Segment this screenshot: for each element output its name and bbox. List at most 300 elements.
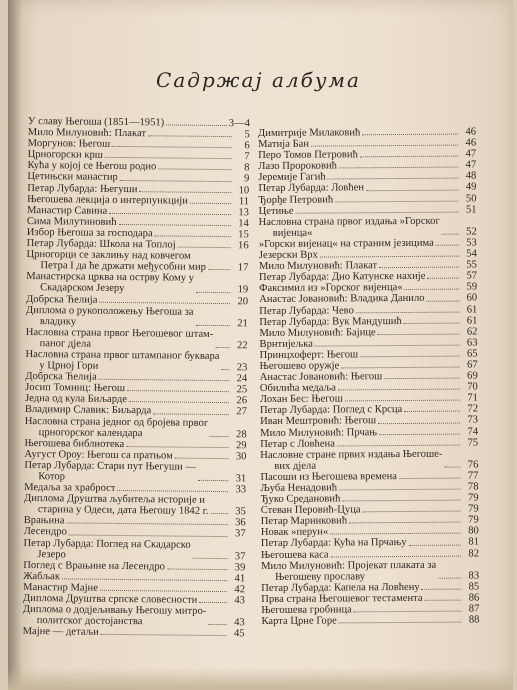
toc-entry-title-line: владику <box>39 315 77 328</box>
dot-leader <box>100 590 227 592</box>
toc-entry-title-line: Лесендро <box>23 526 67 538</box>
toc-entry-page-number: 71 <box>467 392 478 404</box>
toc-entry-title-line: Петар с Ловћена <box>260 438 335 450</box>
toc-entry-title <box>261 593 422 605</box>
toc-entry-title-line: Диплома Друштва љубитеља историје и <box>23 493 206 507</box>
toc-entry-title-line: Јеремије Гагић <box>258 171 326 184</box>
toc-entry-page-number: 85 <box>468 581 480 593</box>
toc-entry-title-line: Стеван Перовић-Цуца <box>260 504 361 517</box>
dot-leader <box>356 311 459 313</box>
toc-entry-title-line: Петар Лубарда: Школа на Топлој <box>26 238 176 251</box>
toc-entry-title <box>259 205 294 216</box>
page-bottom-shadow <box>8 668 513 690</box>
dot-leader <box>330 533 461 535</box>
toc-entry-title-line: Аугуст Ороу: Његош са пратњом <box>24 448 173 462</box>
toc-entry-title-line: вих дјела <box>274 460 317 472</box>
dot-leader <box>339 489 460 491</box>
toc-entry-title <box>261 549 329 561</box>
toc-entry-page-number: 62 <box>466 326 478 338</box>
dot-leader <box>105 157 232 159</box>
toc-entry-page-number: 87 <box>468 603 480 615</box>
toc-entry <box>25 416 247 441</box>
toc-entry-title <box>258 172 325 184</box>
toc-entry-title-line: Цетиње <box>258 205 294 217</box>
toc-entry-title-line: Манастирска црква на острву Кому у <box>26 271 195 285</box>
toc-entry-page-number: 83 <box>468 570 480 582</box>
toc-entry-title <box>261 604 352 616</box>
toc-entry <box>25 349 247 374</box>
dot-leader <box>69 534 228 537</box>
dot-leader <box>409 544 461 545</box>
toc-entry <box>261 615 479 628</box>
toc-entry-title-line: Петар Маринковић <box>260 515 348 528</box>
toc-entry-page-number: 57 <box>466 270 478 282</box>
toc-entry-page-number: 79 <box>467 492 479 504</box>
toc-entry-page-number: 73 <box>467 414 479 426</box>
toc-entry-title <box>260 416 376 428</box>
toc-entry-title-line: Кућа у којој се Његош родио <box>27 160 157 173</box>
dot-leader <box>345 400 460 402</box>
toc-entry-page-number: 8 <box>244 162 250 174</box>
toc-entry-title <box>259 316 401 328</box>
dot-leader <box>166 125 227 127</box>
toc-right-column <box>258 126 479 627</box>
toc-entry-title-line: Добрска Ћелија <box>25 371 97 383</box>
toc-entry-title <box>260 471 397 483</box>
toc-entry-page-number: 76 <box>467 459 479 471</box>
dot-leader <box>405 289 460 290</box>
toc-entry-title-line: Његошево оружје <box>259 360 340 372</box>
toc-entry-page-number: 61 <box>466 315 478 327</box>
toc-entry-title <box>258 194 333 206</box>
toc-entry-page-number: 86 <box>468 592 480 604</box>
toc-entry-page-number: 31 <box>235 473 247 485</box>
toc-entry-title-line: Петар Лубарда: Поглед с Крсца <box>259 404 403 417</box>
toc-entry-page-number: 59 <box>466 281 478 293</box>
toc-entry-title-line: Жабљак <box>23 570 61 583</box>
toc-entry-page-number: 80 <box>468 525 479 537</box>
toc-entry-title <box>260 383 336 395</box>
dot-leader <box>199 602 227 603</box>
toc-entry-title <box>261 494 341 506</box>
dot-leader <box>190 202 231 203</box>
toc-entry-page-number: 21 <box>237 317 248 330</box>
toc-entry-page-number: 14 <box>238 218 249 230</box>
dot-leader <box>198 480 228 481</box>
toc-entry-page-number: 26 <box>236 395 248 407</box>
toc-entry-page-number: 33 <box>235 484 247 496</box>
dot-leader <box>425 600 462 601</box>
toc-entry-title <box>259 260 377 272</box>
dot-leader <box>362 134 458 136</box>
toc-entry-title-line: Петар Лубарда: Капела на Ловћену <box>261 581 420 594</box>
toc-entry-page-number: 3—4 <box>228 118 250 130</box>
toc-entry-page-number: 74 <box>467 426 479 438</box>
dot-leader <box>442 234 459 235</box>
dot-leader <box>360 356 459 358</box>
toc-entry-title-line: Лазо Пророковић <box>258 160 337 173</box>
toc-entry-page-number: 67 <box>467 359 478 371</box>
toc-entry-title <box>261 516 347 528</box>
toc-entry-title-line: Факсимил из »Горског вијенца« <box>259 282 403 295</box>
toc-entry-page-number: 54 <box>466 248 477 260</box>
toc-entry <box>26 305 248 330</box>
toc-entry-page-number: 79 <box>468 514 479 526</box>
page-title: Садржај албума <box>156 68 361 92</box>
dot-leader <box>341 367 459 369</box>
toc-entry-title-line: Избор Његоша за господара <box>26 226 153 240</box>
toc-entry-title-line: Димитрије Милаковић <box>258 127 361 139</box>
toc-entry-title <box>261 559 436 582</box>
dot-leader <box>208 269 230 270</box>
dot-leader <box>175 457 229 459</box>
toc-entry-title <box>259 293 424 305</box>
toc-entry-title <box>259 250 318 262</box>
toc-entry-page-number: 75 <box>467 437 479 449</box>
toc-entry-title <box>23 571 60 582</box>
toc-entry-title <box>260 482 337 494</box>
toc-entry-title-line: Диплома о додјељивању Његошу митро- <box>22 604 207 618</box>
toc-entry-title-line: Црногорци се заклињу над ковчегом <box>26 249 191 262</box>
toc-entry-title <box>258 183 364 195</box>
toc-entry-title-line: Језеро <box>37 548 66 561</box>
toc-entry-page-number: 16 <box>238 240 249 252</box>
dot-leader <box>195 325 229 326</box>
toc-entry-page-number: 43 <box>234 617 245 629</box>
toc-entry-title <box>259 305 354 317</box>
toc-entry-title <box>259 238 434 250</box>
toc-entry-title-line: Петар Лубарда: Стари пут Његуши — <box>24 459 197 473</box>
toc-entry-title-line: Ђуко Средановић <box>260 493 341 506</box>
toc-entry-title-line: Насловна страна првог издања »Горског <box>258 215 440 228</box>
toc-entry-page-number: 47 <box>465 159 477 171</box>
toc-entry-page-number: 47 <box>465 148 477 160</box>
dot-leader <box>101 634 227 636</box>
toc-entry-title-line: Врнтијељка <box>259 338 313 350</box>
toc-entry-title-line: Анастас Јовановић: Владика Данило <box>259 293 425 306</box>
toc-entry-page-number: 43 <box>234 595 245 607</box>
toc-entry-title-line: Ђорђе Петровић <box>258 194 334 206</box>
dot-leader <box>354 611 462 613</box>
toc-entry-page-number: 70 <box>467 381 478 393</box>
toc-entry-title <box>25 349 219 373</box>
toc-entry-title <box>258 161 337 173</box>
toc-entry-title-line: Манастир Мајне <box>23 581 99 594</box>
toc-entry-title <box>260 371 383 383</box>
toc-entry-title <box>26 249 206 273</box>
toc-entry <box>23 538 245 563</box>
toc-entry-page-number: 49 <box>465 181 477 194</box>
toc-entry-title-line: У славу Његоша (1851—1951) <box>27 116 165 129</box>
dot-leader <box>62 578 227 581</box>
toc-entry-title-line: Језерски Врх <box>258 249 318 262</box>
toc-entry-title-line: Добрска Ћелија <box>26 293 98 306</box>
toc-entry-page-number: 46 <box>465 126 477 138</box>
dot-leader <box>422 589 462 590</box>
toc-entry-title-line: Петар Лубарда: Његуши <box>27 182 138 195</box>
toc-entry-title-line: Пасоши из Његошева времена <box>260 470 397 483</box>
toc-entry-title <box>258 127 360 139</box>
toc-entry-page-number: 82 <box>468 548 480 560</box>
dot-leader <box>320 256 459 258</box>
toc-entry-page-number: 25 <box>236 384 248 396</box>
toc-entry-title <box>26 293 98 305</box>
toc-entry-page-number: 15 <box>238 229 249 241</box>
dot-leader <box>366 189 458 191</box>
toc-entry-page-number: 10 <box>238 184 250 196</box>
toc-entry <box>26 327 248 352</box>
dot-leader <box>193 557 228 558</box>
dot-leader <box>445 467 461 468</box>
dot-leader <box>99 379 230 381</box>
toc-entry-page-number: 23 <box>236 362 248 374</box>
dot-leader <box>129 402 229 404</box>
dot-leader <box>404 411 460 412</box>
toc-entry-page-number: 35 <box>235 506 246 518</box>
toc-entry-title-line: Прва страна Његошевог тестамента <box>261 592 423 605</box>
toc-entry-page-number: 6 <box>244 140 250 152</box>
toc-entry-page-number: 17 <box>237 262 249 274</box>
toc-entry-title-line: Насловна страна првог Његошевог штам- <box>25 326 214 340</box>
toc-entry-title-line: Петар Лубарда: Вук Мандушић <box>259 315 402 328</box>
toc-entry-title-line: Диплома Друштва српске словесности <box>22 593 198 606</box>
toc-entry-page-number: 55 <box>466 259 478 271</box>
toc-entry-page-number: 51 <box>465 204 477 216</box>
toc-entry-title <box>261 537 407 549</box>
dot-leader <box>438 577 461 578</box>
dot-leader <box>404 322 460 323</box>
toc-entry-title-line: Мило Милуновић: Прчањ <box>260 426 378 439</box>
binding-shadow <box>8 0 22 690</box>
toc-left-column <box>23 116 250 640</box>
toc-entry-title-line: »Горски вијенац« на страним језицима <box>258 237 434 250</box>
dot-leader <box>337 444 460 446</box>
dot-leader <box>339 167 458 169</box>
toc-entry-page-number: 20 <box>237 295 249 307</box>
toc-entry-page-number: 13 <box>238 206 250 219</box>
toc-entry-title <box>260 394 343 406</box>
dot-leader <box>158 169 231 171</box>
toc-entry-title-line: Његошева каса <box>260 549 329 561</box>
toc-entry-title-line: Моргунов: Његош <box>27 138 111 151</box>
toc-entry-title-line: Новак »перун« <box>260 526 329 539</box>
dot-leader <box>109 213 231 215</box>
toc-entry-title <box>260 360 340 372</box>
toc-entry-page-number: 48 <box>465 170 477 182</box>
toc-entry <box>23 604 245 629</box>
toc-entry-title-line: Насловна страна једног од бројева првог <box>24 415 209 429</box>
toc-entry <box>24 460 246 485</box>
toc-entry-title-line: Диплома о рукоположењу Његоша за <box>25 304 194 318</box>
toc-entry-title <box>258 149 358 161</box>
dot-leader <box>208 624 226 625</box>
toc-entry-title <box>259 338 312 349</box>
toc-entry-title <box>258 139 309 150</box>
toc-entry-title-line: Петар Лубарда: Дио Катунске нахије <box>259 271 426 284</box>
toc-entry-title-line: у Црној Гори <box>39 360 99 372</box>
dot-leader <box>328 178 459 180</box>
toc-entry-page-number: 77 <box>467 470 479 482</box>
toc-entry-title-line: Једна од кула Биљарде <box>24 393 128 406</box>
dot-leader <box>178 247 231 249</box>
dot-leader <box>427 278 459 279</box>
toc-entry-title-line: политског достојанства <box>36 615 143 628</box>
dot-leader <box>339 622 462 624</box>
dot-leader <box>311 145 458 147</box>
toc-entry-title <box>261 616 336 628</box>
dot-leader <box>379 433 460 435</box>
toc-entry-page-number: 37 <box>234 528 246 540</box>
toc-entry-title-line: старина у Одеси, дата Његошу 1842 г. <box>37 504 209 518</box>
dot-leader <box>436 245 459 246</box>
toc-entry <box>24 493 246 518</box>
dot-leader <box>363 511 461 513</box>
toc-entry-page-number: 27 <box>236 406 247 418</box>
dot-leader <box>126 446 228 448</box>
toc-entry-page-number: 78 <box>467 481 479 493</box>
toc-entry-page-number: 9 <box>243 173 250 185</box>
dot-leader <box>118 224 230 226</box>
toc-entry-page-number: 69 <box>467 370 478 382</box>
toc-entry-page-number: 50 <box>465 193 477 205</box>
dot-leader <box>296 211 459 213</box>
toc-entry-title <box>26 271 194 295</box>
toc-entry-page-number: 28 <box>236 428 247 440</box>
toc-entry-title-line: паног дјела <box>39 338 92 350</box>
toc-entry-page-number: 72 <box>467 403 479 415</box>
toc-entry <box>259 215 477 239</box>
toc-entry-title <box>24 460 196 484</box>
dot-leader <box>210 436 229 437</box>
toc-entry-page-number: 60 <box>466 292 478 304</box>
dot-leader <box>67 523 228 526</box>
toc-entry-title-line: Котор <box>38 471 66 483</box>
dot-leader <box>127 390 229 392</box>
toc-entry-title-line: Манастир Савина <box>26 204 108 217</box>
toc-entry-title <box>27 171 118 183</box>
toc-entry-page-number: 5 <box>244 129 250 141</box>
toc-entry-title <box>23 582 98 594</box>
toc-entry-title-line: Мило Милуновић: Бајице <box>259 326 376 339</box>
toc-entry-page-number: 24 <box>236 373 248 385</box>
toc-entry-title <box>260 438 335 450</box>
toc-entry <box>260 448 478 472</box>
toc-entry-page-number: 19 <box>237 284 249 296</box>
toc-entry-page-number: 61 <box>466 303 478 316</box>
dot-leader <box>215 347 229 348</box>
toc-entry-title-line: Владимир Славик: Биљарда <box>24 404 152 417</box>
toc-entry-title-line: Обилића медаља <box>259 382 336 395</box>
toc-entry-title-line: Мајне — детаљи <box>22 626 99 639</box>
toc-entry <box>261 559 479 583</box>
toc-entry-page-number: 53 <box>466 237 477 249</box>
dot-leader <box>221 369 229 370</box>
toc-entry-title-line: Иван Мештровић: Његош <box>260 415 377 428</box>
toc-entry-title-line: Цетињски манастир <box>27 171 118 184</box>
dot-leader <box>342 500 460 502</box>
toc-entry-page-number: 11 <box>238 195 250 207</box>
toc-entry-page-number: 30 <box>235 451 247 463</box>
toc-entry-title <box>259 215 440 238</box>
dot-leader <box>331 555 461 557</box>
toc-entry-title <box>260 349 359 361</box>
dot-leader <box>384 378 459 380</box>
toc-entry-title-line: Перо Томов Петровић <box>258 149 358 162</box>
toc-entry-title <box>27 205 107 217</box>
dot-leader <box>139 191 231 193</box>
toc-entry-title <box>27 216 117 228</box>
toc-entry-title <box>26 327 214 351</box>
dot-leader <box>210 513 227 514</box>
toc-entry-title-line: Петра I да ће држати међусобни мир <box>40 260 207 274</box>
toc-entry <box>26 271 248 296</box>
dot-leader <box>112 146 232 148</box>
dot-leader <box>155 235 231 237</box>
toc-entry-title-line: Његошева лекција о интерпункцији <box>27 193 188 207</box>
toc-entry-title-line: Сима Милутиновић <box>26 215 117 228</box>
toc-entry-title <box>23 538 190 562</box>
toc-entry-title-line: Мило Милуновић: Пројекат плаката за <box>261 559 437 572</box>
toc-entry-title-line: Скадарском Језеру <box>40 282 125 295</box>
toc-entry-title-line: црногорског календара <box>38 426 143 439</box>
toc-entry-title-line: Љуба Ненадовић <box>260 482 338 494</box>
toc-entry-title-line: Принцхоферт: Његош <box>259 349 359 361</box>
toc-entry-title <box>24 515 65 527</box>
toc-entry-title-line: Карта Црне Горе <box>261 615 337 628</box>
toc-entry-title-line: Црногорски крш <box>27 149 104 162</box>
toc-entry-title <box>259 327 375 339</box>
toc-entry-page-number: 42 <box>234 584 246 596</box>
toc-entry-title <box>26 305 194 329</box>
toc-entry-page-number: 65 <box>466 348 478 360</box>
dot-leader <box>148 135 232 137</box>
toc-entry-title-line: Његошева гробница <box>261 604 352 617</box>
toc-entry-page-number: 36 <box>235 517 246 529</box>
dot-leader <box>153 413 229 415</box>
dot-leader <box>117 490 228 492</box>
dot-leader <box>427 300 460 301</box>
dot-leader <box>379 267 459 269</box>
toc-entry-title <box>23 604 207 628</box>
dot-leader <box>360 156 458 158</box>
toc-entry-title-line: Петар Лубарда: Ловћен <box>258 182 365 195</box>
toc-entry-title <box>28 149 103 161</box>
toc-entry-page-number: 45 <box>233 628 245 640</box>
dot-leader <box>338 389 460 391</box>
dot-leader <box>196 291 230 292</box>
toc-entry-title-line: Насловна страна првог штампаног буквара <box>25 348 220 362</box>
toc-entry-title-line: Матија Бан <box>258 138 310 151</box>
toc-entry-title-line: Петар Лубарда: Поглед на Скадарско <box>23 537 191 551</box>
toc-entry-title <box>23 626 99 638</box>
toc-entry-title <box>28 138 111 150</box>
dot-leader <box>399 478 461 479</box>
dot-leader <box>378 422 460 424</box>
dot-leader <box>378 333 460 335</box>
toc-entry-page-number: 79 <box>468 503 479 515</box>
toc-entry-title-line: Његошеву прославу <box>275 571 366 583</box>
toc-entry-title-line: Медаља за храброст <box>24 482 116 495</box>
toc-entry-title <box>261 504 361 516</box>
toc-entry-page-number: 52 <box>466 226 477 238</box>
toc-entry-title <box>25 371 97 383</box>
toc-entry-title <box>25 416 209 440</box>
dot-leader <box>315 344 460 346</box>
toc-entry-title-line: Поглед с Врањине на Лесендро <box>23 559 166 573</box>
toc-entry-title-line: Насловне стране првих издања Његоше- <box>260 448 443 461</box>
dot-leader <box>335 200 458 202</box>
toc-entry-title <box>24 493 209 517</box>
